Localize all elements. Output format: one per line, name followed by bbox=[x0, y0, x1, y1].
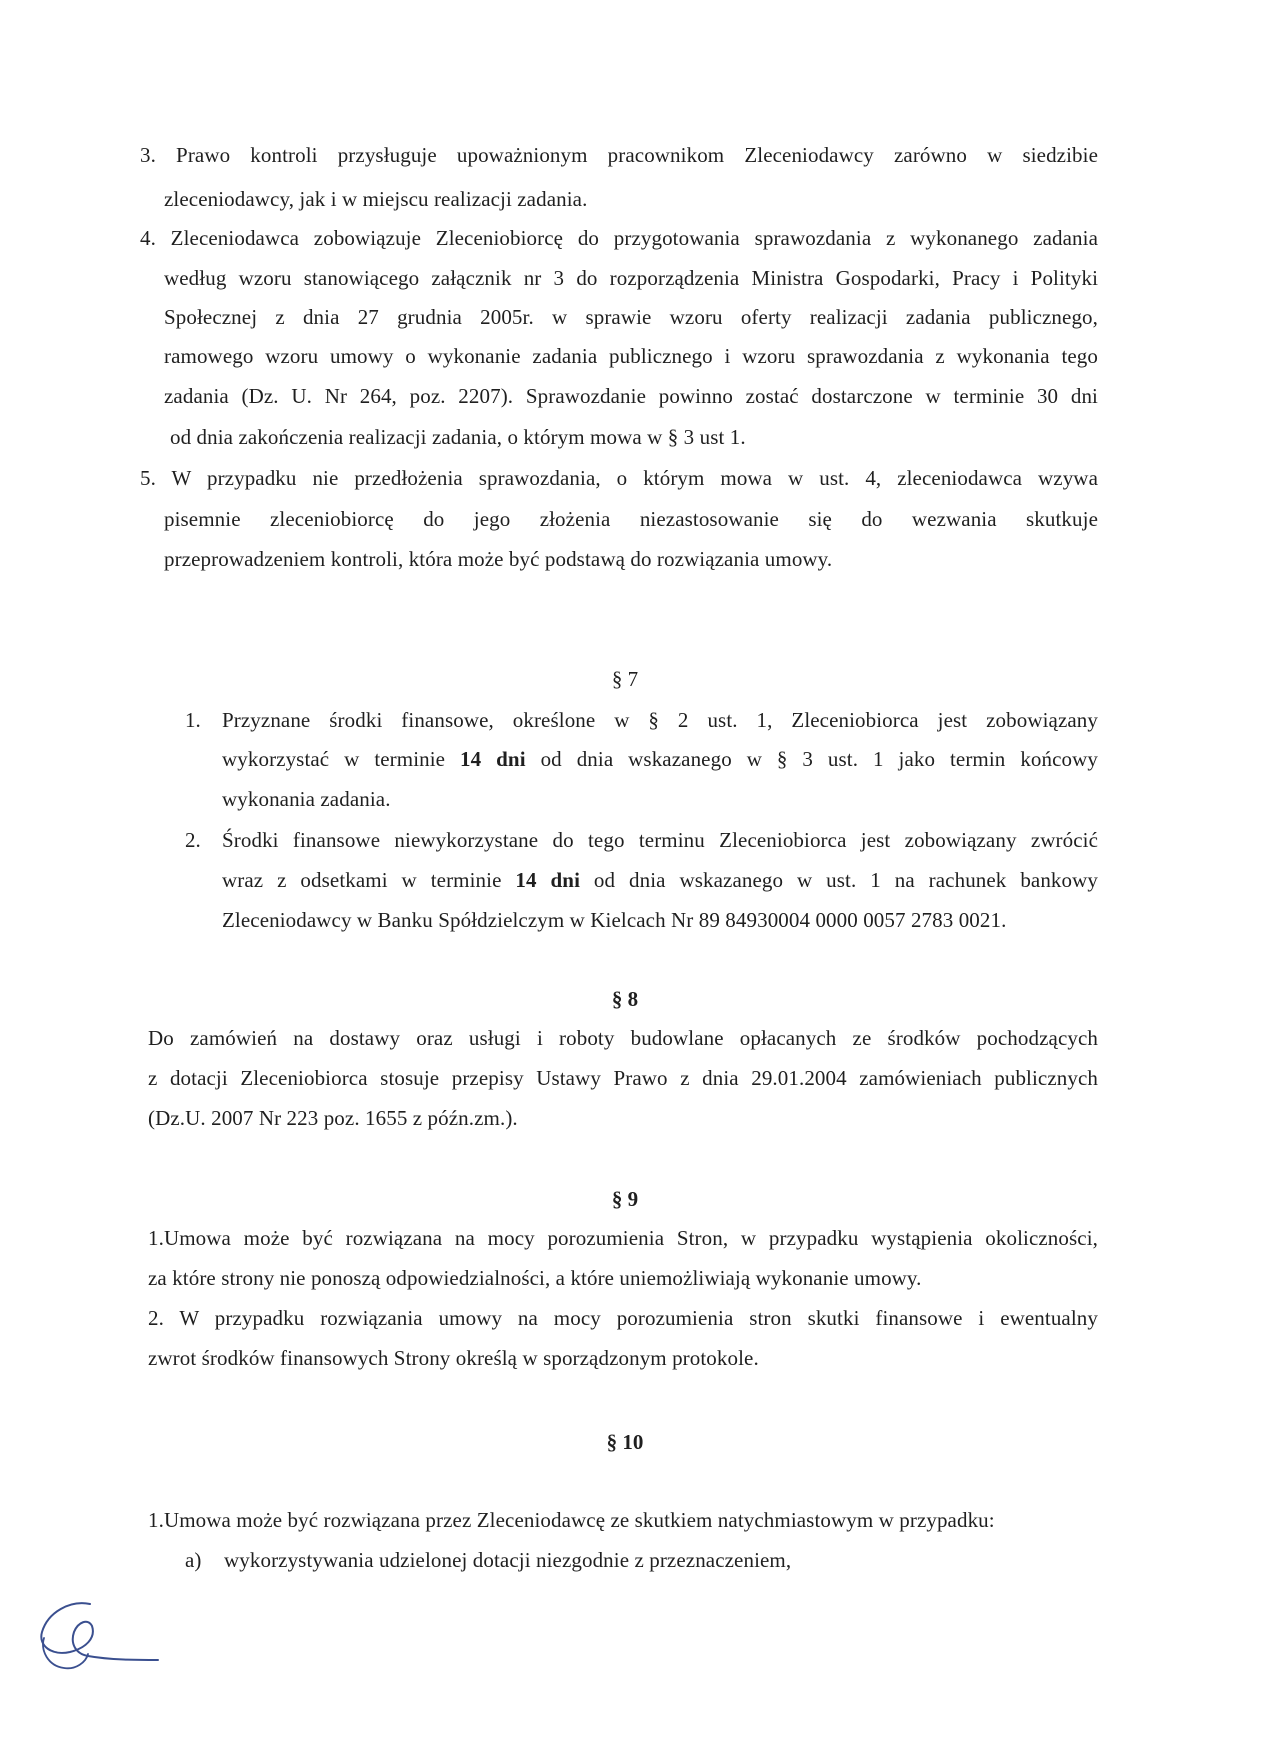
point-4-line-2: według wzoru stanowiącego załącznik nr 3 do rozporządzenia Ministra Gospodarki, Pracy i Polityki bbox=[164, 266, 1098, 290]
section-7-heading: § 7 bbox=[611, 667, 639, 691]
section-8-line-3: (Dz.U. 2007 Nr 223 poz. 1655 z późn.zm.). bbox=[148, 1106, 518, 1130]
section-8-heading: § 8 bbox=[611, 987, 639, 1011]
point-3-line-1: 3. Prawo kontroli przysługuje upoważnionym pracownikom Zleceniodawcy zarówno w siedzibie bbox=[140, 143, 1098, 167]
point-4-line-6: od dnia zakończenia realizacji zadania, o którym mowa w § 3 ust 1. bbox=[170, 425, 746, 449]
point-5-line-2: pisemnie zleceniobiorcę do jego złożenia niezastosowanie się do wezwania skutkuje bbox=[164, 507, 1098, 531]
text-span: od dnia wskazanego w § 3 ust. 1 jako termin końcowy bbox=[540, 747, 1098, 771]
section-10-line-1: 1.Umowa może być rozwiązana przez Zleceniodawcę ze skutkiem natychmiastowym w przypadku: bbox=[148, 1508, 995, 1532]
text-span: wykorzystać w terminie bbox=[222, 747, 446, 771]
section-7-item-2-line-3: Zleceniodawcy w Banku Spółdzielczym w Kielcach Nr 89 84930004 0000 0057 2783 0021. bbox=[222, 908, 1007, 932]
section-9-line-4: zwrot środków finansowych Strony określą w sporządzonym protokole. bbox=[148, 1346, 759, 1370]
section-9-heading: § 9 bbox=[611, 1187, 639, 1211]
section-7-item-2-number: 2. bbox=[185, 828, 201, 852]
point-5-line-1: 5. W przypadku nie przedłożenia sprawozdania, o którym mowa w ust. 4, zleceniodawca wzywa bbox=[140, 466, 1098, 490]
point-5-line-3: przeprowadzeniem kontroli, która może być podstawą do rozwiązania umowy. bbox=[164, 547, 833, 571]
deadline-bold: 14 dni bbox=[515, 868, 581, 892]
section-10-heading: § 10 bbox=[606, 1430, 644, 1454]
section-8-line-1: Do zamówień na dostawy oraz usługi i roboty budowlane opłacanych ze środków pochodzących bbox=[148, 1026, 1098, 1050]
section-9-line-1: 1.Umowa może być rozwiązana na mocy porozumienia Stron, w przypadku wystąpienia okoliczności, bbox=[148, 1226, 1098, 1250]
point-4-line-5: zadania (Dz. U. Nr 264, poz. 2207). Sprawozdanie powinno zostać dostarczone w terminie 30 dni bbox=[164, 384, 1098, 408]
section-7-item-1-number: 1. bbox=[185, 708, 201, 732]
point-4-line-3: Społecznej z dnia 27 grudnia 2005r. w sprawie wzoru oferty realizacji zadania publicznego, bbox=[164, 305, 1098, 329]
section-8-line-2: z dotacji Zleceniobiorca stosuje przepisy Ustawy Prawo z dnia 29.01.2004 zamówieniach publicznych bbox=[148, 1066, 1098, 1090]
text-span: wraz z odsetkami w terminie bbox=[222, 868, 502, 892]
section-9-line-3: 2. W przypadku rozwiązania umowy na mocy porozumienia stron skutki finansowe i ewentualny bbox=[148, 1306, 1098, 1330]
section-9-line-2: za które strony nie ponoszą odpowiedzialności, a które uniemożliwiają wykonanie umowy. bbox=[148, 1266, 922, 1290]
section-7-item-2-line-1: Środki finansowe niewykorzystane do tego terminu Zleceniobiorca jest zobowiązany zwrócić bbox=[222, 828, 1098, 852]
section-7-item-1-line-1: Przyznane środki finansowe, określone w § 2 ust. 1, Zleceniobiorca jest zobowiązany bbox=[222, 708, 1098, 732]
section-7-item-1-line-3: wykonania zadania. bbox=[222, 787, 391, 811]
text-span: od dnia wskazanego w ust. 1 na rachunek bankowy bbox=[593, 868, 1098, 892]
point-4-line-4: ramowego wzoru umowy o wykonanie zadania publicznego i wzoru sprawozdania z wykonania tego bbox=[164, 344, 1098, 368]
signature-initials-icon bbox=[30, 1598, 160, 1678]
section-7-item-1-line-2 bbox=[222, 745, 1098, 773]
deadline-bold: 14 dni bbox=[460, 747, 526, 771]
section-7-item-2-line-2 bbox=[222, 866, 1098, 894]
section-10-item-a-text: wykorzystywania udzielonej dotacji niezgodnie z przeznaczeniem, bbox=[224, 1548, 792, 1572]
point-4-line-1: 4. Zleceniodawca zobowiązuje Zleceniobiorcę do przygotowania sprawozdania z wykonanego zadania bbox=[140, 226, 1098, 250]
section-10-item-a-label: a) bbox=[185, 1548, 202, 1572]
point-3-line-2: zleceniodawcy, jak i w miejscu realizacji zadania. bbox=[164, 187, 588, 211]
